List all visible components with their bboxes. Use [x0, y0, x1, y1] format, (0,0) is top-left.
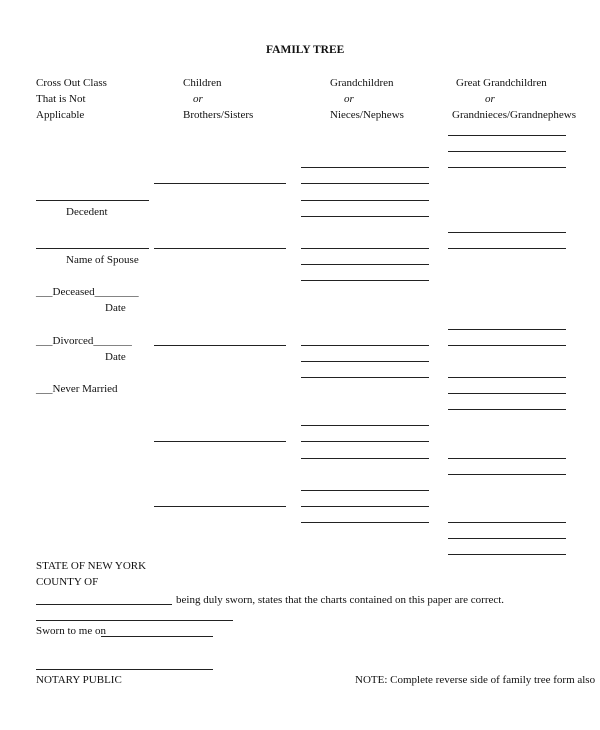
great-grandchild-line[interactable]	[448, 393, 566, 394]
never-married-field[interactable]: ___Never Married	[36, 383, 118, 395]
decedent-label: Decedent	[66, 206, 108, 218]
divorced-field[interactable]: ___Divorced_______	[36, 335, 132, 347]
col-header-children-line1: Children	[183, 77, 222, 89]
great-grandchild-line[interactable]	[448, 458, 566, 459]
col-header-great-grandchildren-line3: Grandnieces/Grandnephews	[452, 109, 577, 121]
grandchild-line[interactable]	[301, 361, 429, 362]
grandchild-line[interactable]	[301, 183, 429, 184]
great-grandchild-line[interactable]	[448, 232, 566, 233]
great-grandchild-line[interactable]	[448, 409, 566, 410]
col-header-grandchildren-or: or	[344, 93, 354, 105]
grandchild-line[interactable]	[301, 248, 429, 249]
spouse-label: Name of Spouse	[66, 254, 139, 266]
grandchild-line[interactable]	[301, 264, 429, 265]
grandchild-line[interactable]	[301, 280, 429, 281]
child-line[interactable]	[154, 248, 286, 249]
great-grandchild-line[interactable]	[448, 474, 566, 475]
county-label: COUNTY OF	[36, 576, 99, 588]
great-grandchild-line[interactable]	[448, 167, 566, 168]
great-grandchild-line[interactable]	[448, 538, 566, 539]
great-grandchild-line[interactable]	[448, 135, 566, 136]
deceased-date-label: Date	[105, 302, 126, 314]
col-header-class-line1: Cross Out Class	[36, 77, 107, 89]
grandchild-line[interactable]	[301, 216, 429, 217]
oath-text: being duly sworn, states that the charts contained on this paper are correct.	[176, 594, 505, 606]
child-line[interactable]	[154, 506, 286, 507]
grandchild-line[interactable]	[301, 506, 429, 507]
col-header-children-or: or	[193, 93, 203, 105]
child-line[interactable]	[154, 183, 286, 184]
reverse-side-note: NOTE: Complete reverse side of family tree form also	[355, 674, 596, 686]
notary-label: NOTARY PUBLIC	[36, 674, 122, 686]
col-header-great-grandchildren-or: or	[485, 93, 495, 105]
affiant-signature-line[interactable]	[36, 620, 233, 621]
great-grandchild-line[interactable]	[448, 522, 566, 523]
grandchild-line[interactable]	[301, 345, 429, 346]
great-grandchild-line[interactable]	[448, 345, 566, 346]
col-header-grandchildren-line1: Grandchildren	[330, 77, 394, 89]
grandchild-line[interactable]	[301, 377, 429, 378]
sworn-date-line[interactable]	[101, 636, 213, 637]
col-header-great-grandchildren-line1: Great Grandchildren	[456, 77, 547, 89]
grandchild-line[interactable]	[301, 167, 429, 168]
grandchild-line[interactable]	[301, 458, 429, 459]
great-grandchild-line[interactable]	[448, 151, 566, 152]
child-line[interactable]	[154, 345, 286, 346]
page-title: FAMILY TREE	[266, 44, 345, 56]
child-line[interactable]	[154, 441, 286, 442]
great-grandchild-line[interactable]	[448, 329, 566, 330]
grandchild-line[interactable]	[301, 425, 429, 426]
col-header-children-line3: Brothers/Sisters	[183, 109, 254, 121]
great-grandchild-line[interactable]	[448, 377, 566, 378]
state-label: STATE OF NEW YORK	[36, 560, 147, 572]
grandchild-line[interactable]	[301, 441, 429, 442]
col-header-class-line2: That is Not	[36, 93, 86, 105]
sworn-label: Sworn to me on	[36, 625, 106, 637]
grandchild-line[interactable]	[301, 200, 429, 201]
spouse-line[interactable]	[36, 248, 149, 249]
great-grandchild-line[interactable]	[448, 248, 566, 249]
grandchild-line[interactable]	[301, 522, 429, 523]
col-header-class-line3: Applicable	[36, 109, 85, 121]
decedent-line[interactable]	[36, 200, 149, 201]
great-grandchild-line[interactable]	[448, 554, 566, 555]
grandchild-line[interactable]	[301, 490, 429, 491]
col-header-grandchildren-line3: Nieces/Nephews	[330, 109, 404, 121]
affiant-name-line[interactable]	[36, 604, 172, 605]
notary-signature-line[interactable]	[36, 669, 213, 670]
deceased-field[interactable]: ___Deceased________	[36, 286, 139, 298]
divorced-date-label: Date	[105, 351, 126, 363]
